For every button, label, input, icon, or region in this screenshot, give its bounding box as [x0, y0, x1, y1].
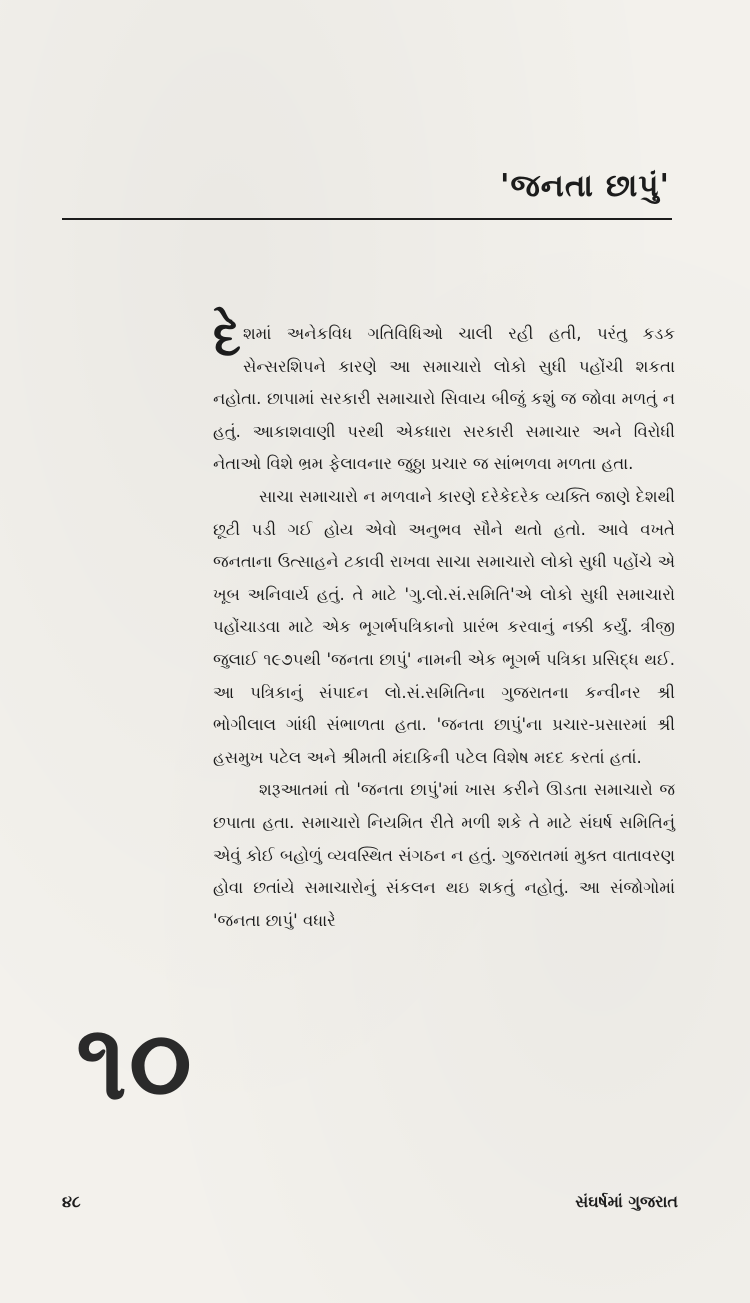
paragraph-3: શરૂઆતમાં તો 'જનતા છાપું'માં ખાસ કરીને ઊડતા સમાચારો જ છપાતા હતા. સમાચારો નિયમિત રીતે મળી શકે તે માટે સંઘર્ષ સમિતિનું એવું કોઈ બહોળું વ્યવસ્થિત સંગઠન ન હતું. ગુજરાતમાં મુક્ત વાતાવરણ હોવા છતાંયે સમાચારોનું સંકલન થઇ શકતું નહોતું. આ સંજોગોમાં 'જનતા છાપું' વધારે [213, 780, 675, 930]
title-underline [62, 218, 672, 220]
chapter-body [213, 309, 675, 937]
paragraph-2: સાચા સમાચારો ન મળવાને કારણે દરેકેદરેક વ્યક્તિ જાણે દેશથી છૂટી પડી ગઈ હોય એવો અનુભવ સૌને થતો હતો. આવે વખતે જનતાના ઉત્સાહને ટકાવી રાખવા સાચા સમાચારો લોકો સુધી પહોંચે એ ખૂબ અનિવાર્ય હતું. તે માટે 'ગુ.લો.સં.સમિતિ'એ લોકો સુધી સમાચારો પહોંચાડવા માટે એક ભૂગર્ભપત્રિકાનો પ્રારંભ કરવાનું નક્કી કર્યું. ત્રીજી જુલાઈ ૧૯૭૫થી 'જનતા છાપું' નામની એક ભૂગર્ભ પત્રિકા પ્રસિદ્ધ થઈ. આ પત્રિકાનું સંપાદન લો.સં.સમિતિના ગુજરાતના કન્વીનર શ્રી ભોગીલાલ ગાંધી સંભાળતા હતા. 'જનતા છાપું'ના પ્રચાર-પ્રસારમાં શ્રી હસમુખ પટેલ અને શ્રીમતી મંદાકિની પટેલ વિશેષ મદદ કરતાં હતાં. [213, 486, 675, 767]
paragraph-1 [213, 309, 675, 481]
running-footer-book-title: સંઘર્ષમાં ગુજરાત [575, 1192, 678, 1211]
chapter-title: 'જનતા છાપું' [499, 168, 670, 204]
paragraph-1-text: શમાં અનેકવિધ ગતિવિધિઓ ચાલી રહી હતી, પરંતુ કડક સેન્સરશિપને કારણે આ સમાચારો લોકો સુધી પહોંચી શકતા નહોતા. છાપામાં સરકારી સમાચારો સિવાય બીજું કશું જ જોવા મળતું ન હતું. આકાશવાણી પરથી એકધારા સરકારી સમાચાર અને વિરોધી નેતાઓ વિશે ભ્રમ ફેલાવનાર જુઠ્ઠા પ્રચાર જ સાંભળવા મળતા હતા. [213, 324, 675, 474]
chapter-number: ૧૦ [76, 1001, 194, 1123]
page-number: ૪૮ [62, 1192, 81, 1211]
drop-cap: દે [213, 309, 241, 367]
